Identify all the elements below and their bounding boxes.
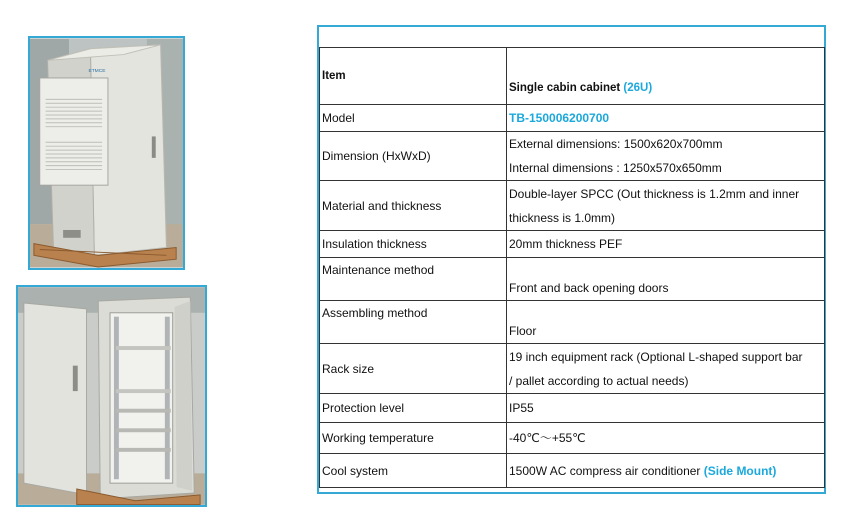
cabinet-photo-open bbox=[16, 285, 207, 507]
table-row-insulation bbox=[320, 231, 825, 258]
cool-value-accent: (Side Mount) bbox=[703, 463, 777, 478]
material-line-2: thickness is 1.0mm) bbox=[509, 210, 616, 225]
temperature-label: Working temperature bbox=[320, 423, 507, 454]
spec-table-frame bbox=[317, 25, 826, 494]
insulation-value: 20mm thickness PEF bbox=[507, 231, 825, 258]
table-row-material bbox=[320, 181, 825, 231]
cool-value: 1500W AC compress air conditioner bbox=[509, 463, 701, 478]
cabinet-closed-illustration bbox=[30, 38, 183, 268]
header-product-accent: (26U) bbox=[623, 82, 653, 94]
dimension-internal: Internal dimensions : 1250x570x650mm bbox=[509, 161, 722, 175]
table-row-temperature bbox=[320, 423, 825, 454]
material-label: Material and thickness bbox=[320, 181, 507, 231]
spec-table bbox=[319, 47, 825, 488]
maintenance-label: Maintenance method bbox=[320, 258, 507, 301]
table-row-model bbox=[320, 105, 825, 132]
table-header-row bbox=[320, 48, 825, 105]
brand-logo: ETMCE bbox=[88, 69, 106, 75]
insulation-label: Insulation thickness bbox=[320, 231, 507, 258]
table-row-cool bbox=[320, 454, 825, 488]
header-product-label: Single cabin cabinet bbox=[509, 82, 621, 94]
material-value-cell bbox=[507, 181, 825, 231]
dimension-label: Dimension (HxWxD) bbox=[320, 132, 507, 181]
cabinet-photo-closed bbox=[28, 36, 185, 270]
rack-line-2: / pallet according to actual needs) bbox=[509, 373, 689, 388]
header-product-cell bbox=[507, 48, 825, 105]
maintenance-value: Front and back opening doors bbox=[507, 258, 825, 301]
table-row-assembling bbox=[320, 301, 825, 344]
table-row-protection bbox=[320, 394, 825, 423]
table-row-dimension bbox=[320, 132, 825, 181]
model-label: Model bbox=[320, 105, 507, 132]
cool-label: Cool system bbox=[320, 454, 507, 488]
header-item-cell bbox=[320, 48, 507, 105]
table-row-maintenance bbox=[320, 258, 825, 301]
temperature-value: -40℃～+55℃ bbox=[507, 423, 825, 454]
rack-label: Rack size bbox=[320, 344, 507, 394]
header-item-label: Item bbox=[322, 70, 346, 82]
rack-line-1: 19 inch equipment rack (Optional L-shaped support bar bbox=[509, 349, 803, 364]
material-line-1: Double-layer SPCC (Out thickness is 1.2mm and inner bbox=[509, 186, 800, 201]
assembling-label: Assembling method bbox=[320, 301, 507, 344]
rack-value-cell bbox=[507, 344, 825, 394]
model-value: TB-150006200700 bbox=[507, 105, 825, 132]
assembling-value: Floor bbox=[507, 301, 825, 344]
dimension-external: External dimensions: 1500x620x700mm bbox=[509, 137, 723, 151]
protection-label: Protection level bbox=[320, 394, 507, 423]
protection-value: IP55 bbox=[507, 394, 825, 423]
cabinet-open-illustration bbox=[18, 287, 205, 505]
dimension-value-cell bbox=[507, 132, 825, 181]
cool-value-cell bbox=[507, 454, 825, 488]
table-row-rack bbox=[320, 344, 825, 394]
